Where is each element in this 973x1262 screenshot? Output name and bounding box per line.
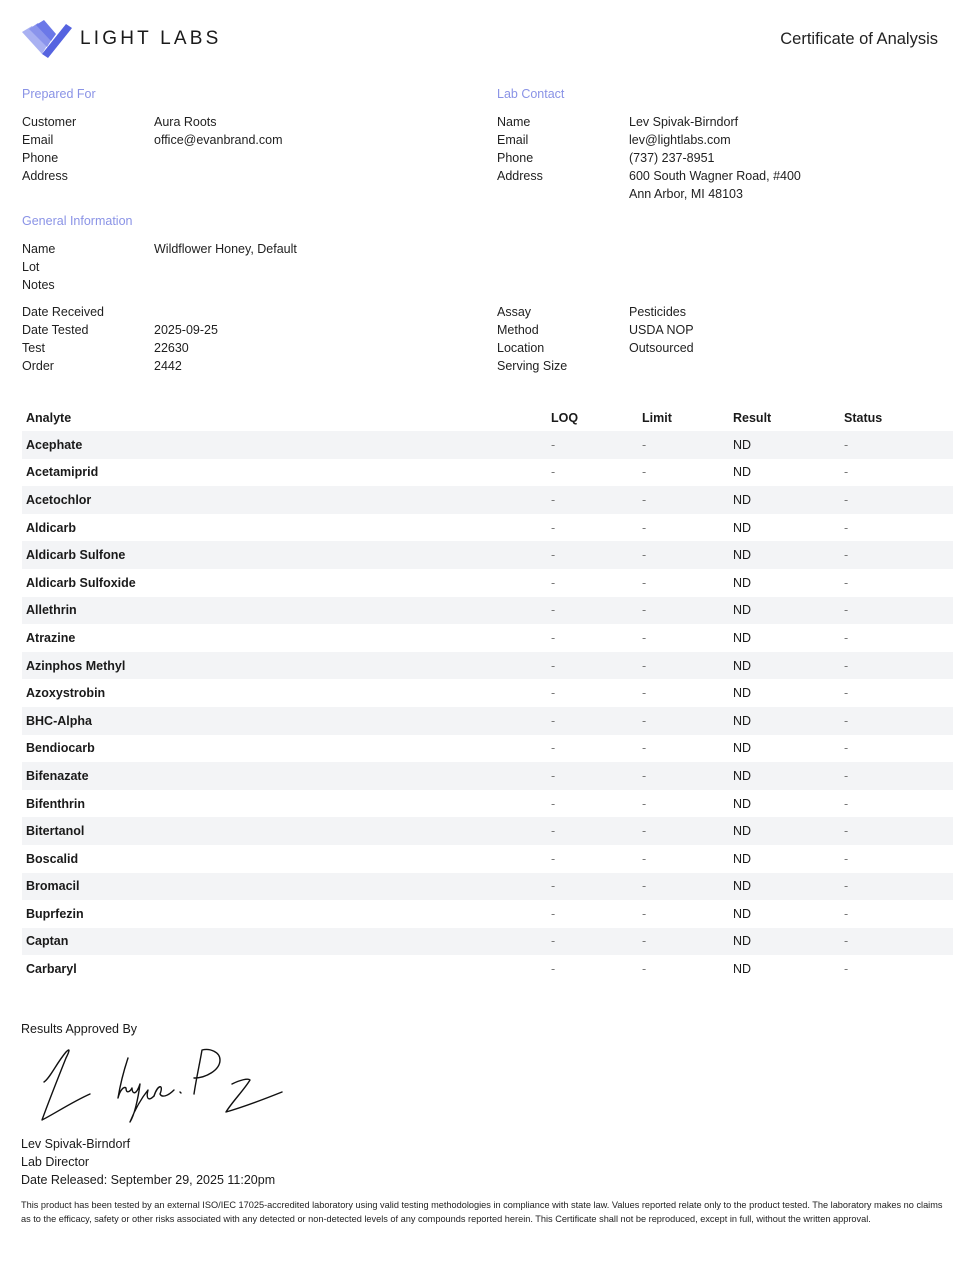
result-cell: ND [733, 520, 752, 535]
loq-cell: - [551, 713, 556, 728]
lab-email-label: Email [497, 133, 529, 147]
result-cell: ND [733, 437, 752, 452]
status-cell: - [844, 851, 849, 866]
document-title: Certificate of Analysis [780, 30, 938, 48]
results-table [22, 404, 953, 983]
table-row [22, 873, 953, 901]
lab-phone-row [497, 149, 801, 167]
test-row [22, 339, 218, 357]
result-cell: ND [733, 934, 752, 949]
loq-cell: - [551, 575, 556, 590]
limit-cell: - [642, 768, 647, 783]
lab-email-row [497, 131, 801, 149]
loq-cell: - [551, 686, 556, 701]
table-row [22, 597, 953, 625]
lab-contact-details [497, 113, 801, 203]
signer-title: Lab Director [21, 1155, 90, 1169]
loq-cell: - [551, 630, 556, 645]
result-cell: ND [733, 658, 752, 673]
result-cell: ND [733, 824, 752, 839]
table-row [22, 790, 953, 818]
limit-cell: - [642, 520, 647, 535]
approved-by-label: Results Approved By [21, 1022, 138, 1036]
date-tested-label: Date Tested [22, 323, 89, 337]
loq-cell: - [551, 741, 556, 756]
test-value: 22630 [154, 341, 189, 355]
limit-cell: - [642, 934, 647, 949]
location-value: Outsourced [629, 341, 694, 355]
table-row [22, 652, 953, 680]
table-row [22, 845, 953, 873]
loq-cell: - [551, 437, 556, 452]
analyte-cell: Allethrin [26, 603, 77, 618]
result-cell: ND [733, 879, 752, 894]
analyte-cell: Bendiocarb [26, 741, 95, 756]
logo-mark-icon [22, 20, 72, 58]
lab-name-label: Name [497, 115, 531, 129]
location-label: Location [497, 341, 545, 355]
analyte-cell: Buprfezin [26, 906, 84, 921]
analyte-cell: Bromacil [26, 879, 80, 894]
result-cell: ND [733, 796, 752, 811]
analyte-cell: Acetochlor [26, 492, 92, 507]
loq-cell: - [551, 658, 556, 673]
table-row [22, 707, 953, 735]
result-cell: ND [733, 548, 752, 563]
limit-cell: - [642, 437, 647, 452]
method-row [497, 321, 694, 339]
date-tested-row [22, 321, 218, 339]
limit-cell: - [642, 962, 647, 977]
serving-size-label: Serving Size [497, 359, 568, 373]
date-received-label: Date Received [22, 305, 104, 319]
limit-cell: - [642, 796, 647, 811]
table-row [22, 900, 953, 928]
general-info-details [22, 240, 297, 294]
order-value: 2442 [154, 359, 182, 373]
limit-cell: - [642, 630, 647, 645]
loq-cell: - [551, 768, 556, 783]
table-row [22, 431, 953, 459]
lab-contact-title: Lab Contact [497, 87, 565, 101]
table-row [22, 514, 953, 542]
lab-address-line2-label [497, 185, 629, 203]
status-cell: - [844, 575, 849, 590]
test-dates-details [22, 303, 218, 375]
lab-address-line2-row [497, 185, 801, 203]
lab-address-line2-value: Ann Arbor, MI 48103 [629, 187, 743, 201]
assay-label: Assay [497, 305, 532, 319]
table-body [22, 431, 953, 983]
signer-info [21, 1135, 275, 1189]
header-loq: LOQ [551, 410, 579, 425]
customer-value: Aura Roots [154, 115, 217, 129]
status-cell: - [844, 520, 849, 535]
table-row [22, 459, 953, 487]
result-cell: ND [733, 906, 752, 921]
analyte-cell: Aldicarb Sulfone [26, 548, 126, 563]
result-cell: ND [733, 851, 752, 866]
table-row [22, 624, 953, 652]
method-value: USDA NOP [629, 323, 694, 337]
loq-cell: - [551, 548, 556, 563]
table-row [22, 569, 953, 597]
analyte-cell: Carbaryl [26, 962, 77, 977]
limit-cell: - [642, 906, 647, 921]
product-name-row [22, 240, 297, 258]
analyte-cell: Aldicarb [26, 520, 77, 535]
signature-image [36, 1044, 288, 1128]
result-cell: ND [733, 492, 752, 507]
customer-email-label: Email [22, 133, 54, 147]
test-label: Test [22, 341, 45, 355]
loq-cell: - [551, 603, 556, 618]
header-result: Result [733, 410, 772, 425]
table-row [22, 679, 953, 707]
analyte-cell: Boscalid [26, 851, 79, 866]
status-cell: - [844, 741, 849, 756]
status-cell: - [844, 768, 849, 783]
date-received-row [22, 303, 218, 321]
assay-details [497, 303, 694, 375]
status-cell: - [844, 492, 849, 507]
notes-label: Notes [22, 278, 55, 292]
analyte-cell: Captan [26, 934, 69, 949]
result-cell: ND [733, 741, 752, 756]
prepared-for-title: Prepared For [22, 87, 96, 101]
status-cell: - [844, 879, 849, 894]
result-cell: ND [733, 768, 752, 783]
result-cell: ND [733, 575, 752, 590]
limit-cell: - [642, 879, 647, 894]
customer-label: Customer [22, 115, 77, 129]
method-label: Method [497, 323, 539, 337]
loq-cell: - [551, 824, 556, 839]
disclaimer-text: This product has been tested by an external ISO/IEC 17025-accredited laboratory using valid testing methodologies in compliance with state law. Values reported relate only to the product tested. The laboratory makes no claims as to the efficacy, safety or other risks associated with any detected or non-detected levels of any compounds reported herein. This Certificate shall not be reproduced, except in full, without the written approval. [21, 1200, 943, 1224]
limit-cell: - [642, 492, 647, 507]
general-info-title: General Information [22, 214, 133, 228]
lab-name-value: Lev Spivak-Birndorf [629, 115, 739, 129]
lab-name-row [497, 113, 801, 131]
limit-cell: - [642, 658, 647, 673]
customer-email-value: office@evanbrand.com [154, 133, 283, 147]
loq-cell: - [551, 879, 556, 894]
status-cell: - [844, 934, 849, 949]
status-cell: - [844, 548, 849, 563]
analyte-cell: Atrazine [26, 630, 76, 645]
result-cell: ND [733, 465, 752, 480]
limit-cell: - [642, 824, 647, 839]
analyte-cell: Bifenthrin [26, 796, 86, 811]
table-row [22, 762, 953, 790]
status-cell: - [844, 906, 849, 921]
header-limit: Limit [642, 410, 672, 425]
location-row [497, 339, 694, 357]
notes-row [22, 276, 297, 294]
limit-cell: - [642, 741, 647, 756]
loq-cell: - [551, 492, 556, 507]
table-row [22, 735, 953, 763]
loq-cell: - [551, 934, 556, 949]
limit-cell: - [642, 713, 647, 728]
result-cell: ND [733, 962, 752, 977]
loq-cell: - [551, 851, 556, 866]
lab-email-value: lev@lightlabs.com [629, 133, 731, 147]
lab-address-value: 600 South Wagner Road, #400 [629, 169, 801, 183]
limit-cell: - [642, 575, 647, 590]
status-cell: - [844, 796, 849, 811]
result-cell: ND [733, 630, 752, 645]
date-released: Date Released: September 29, 2025 11:20pm [21, 1173, 276, 1187]
result-cell: ND [733, 603, 752, 618]
analyte-cell: Acetamiprid [26, 465, 99, 480]
loq-cell: - [551, 906, 556, 921]
lab-phone-value: (737) 237-8951 [629, 151, 715, 165]
analyte-cell: Azoxystrobin [26, 686, 106, 701]
assay-value: Pesticides [629, 305, 686, 319]
loq-cell: - [551, 796, 556, 811]
status-cell: - [844, 658, 849, 673]
product-name-value: Wildflower Honey, Default [154, 242, 297, 256]
loq-cell: - [551, 465, 556, 480]
limit-cell: - [642, 548, 647, 563]
limit-cell: - [642, 465, 647, 480]
analyte-cell: Aldicarb Sulfoxide [26, 575, 136, 590]
date-tested-value: 2025-09-25 [154, 323, 218, 337]
status-cell: - [844, 630, 849, 645]
table-row [22, 928, 953, 956]
customer-phone-row [22, 149, 283, 167]
status-cell: - [844, 437, 849, 452]
limit-cell: - [642, 603, 647, 618]
lab-address-row [497, 167, 801, 185]
lab-address-label: Address [497, 169, 543, 183]
table-row [22, 817, 953, 845]
order-label: Order [22, 359, 54, 373]
status-cell: - [844, 465, 849, 480]
status-cell: - [844, 824, 849, 839]
analyte-cell: Bitertanol [26, 824, 85, 839]
analyte-cell: BHC-Alpha [26, 713, 92, 728]
status-cell: - [844, 962, 849, 977]
prepared-for-details [22, 113, 283, 185]
brand-name: LIGHT LABS [80, 28, 222, 49]
light-labs-logo [22, 20, 221, 58]
table-row [22, 955, 953, 983]
header-status: Status [844, 410, 883, 425]
analyte-cell: Bifenazate [26, 768, 89, 783]
limit-cell: - [642, 686, 647, 701]
document-header [22, 18, 942, 62]
serving-size-row [497, 357, 694, 375]
loq-cell: - [551, 962, 556, 977]
loq-cell: - [551, 520, 556, 535]
customer-phone-label: Phone [22, 151, 59, 165]
analyte-cell: Azinphos Methyl [26, 658, 126, 673]
customer-address-row [22, 167, 283, 185]
analyte-cell: Acephate [26, 437, 83, 452]
limit-cell: - [642, 851, 647, 866]
lab-phone-label: Phone [497, 151, 534, 165]
table-row [22, 486, 953, 514]
status-cell: - [844, 686, 849, 701]
signer-name: Lev Spivak-Birndorf [21, 1137, 131, 1151]
customer-email-row [22, 131, 283, 149]
table-header-row [22, 404, 953, 431]
table-row [22, 541, 953, 569]
status-cell: - [844, 713, 849, 728]
lot-label: Lot [22, 260, 40, 274]
customer-address-label: Address [22, 169, 68, 183]
result-cell: ND [733, 686, 752, 701]
customer-row [22, 113, 283, 131]
product-name-label: Name [22, 242, 56, 256]
assay-row [497, 303, 694, 321]
status-cell: - [844, 603, 849, 618]
order-row [22, 357, 218, 375]
lot-row [22, 258, 297, 276]
result-cell: ND [733, 713, 752, 728]
header-analyte: Analyte [26, 410, 72, 425]
